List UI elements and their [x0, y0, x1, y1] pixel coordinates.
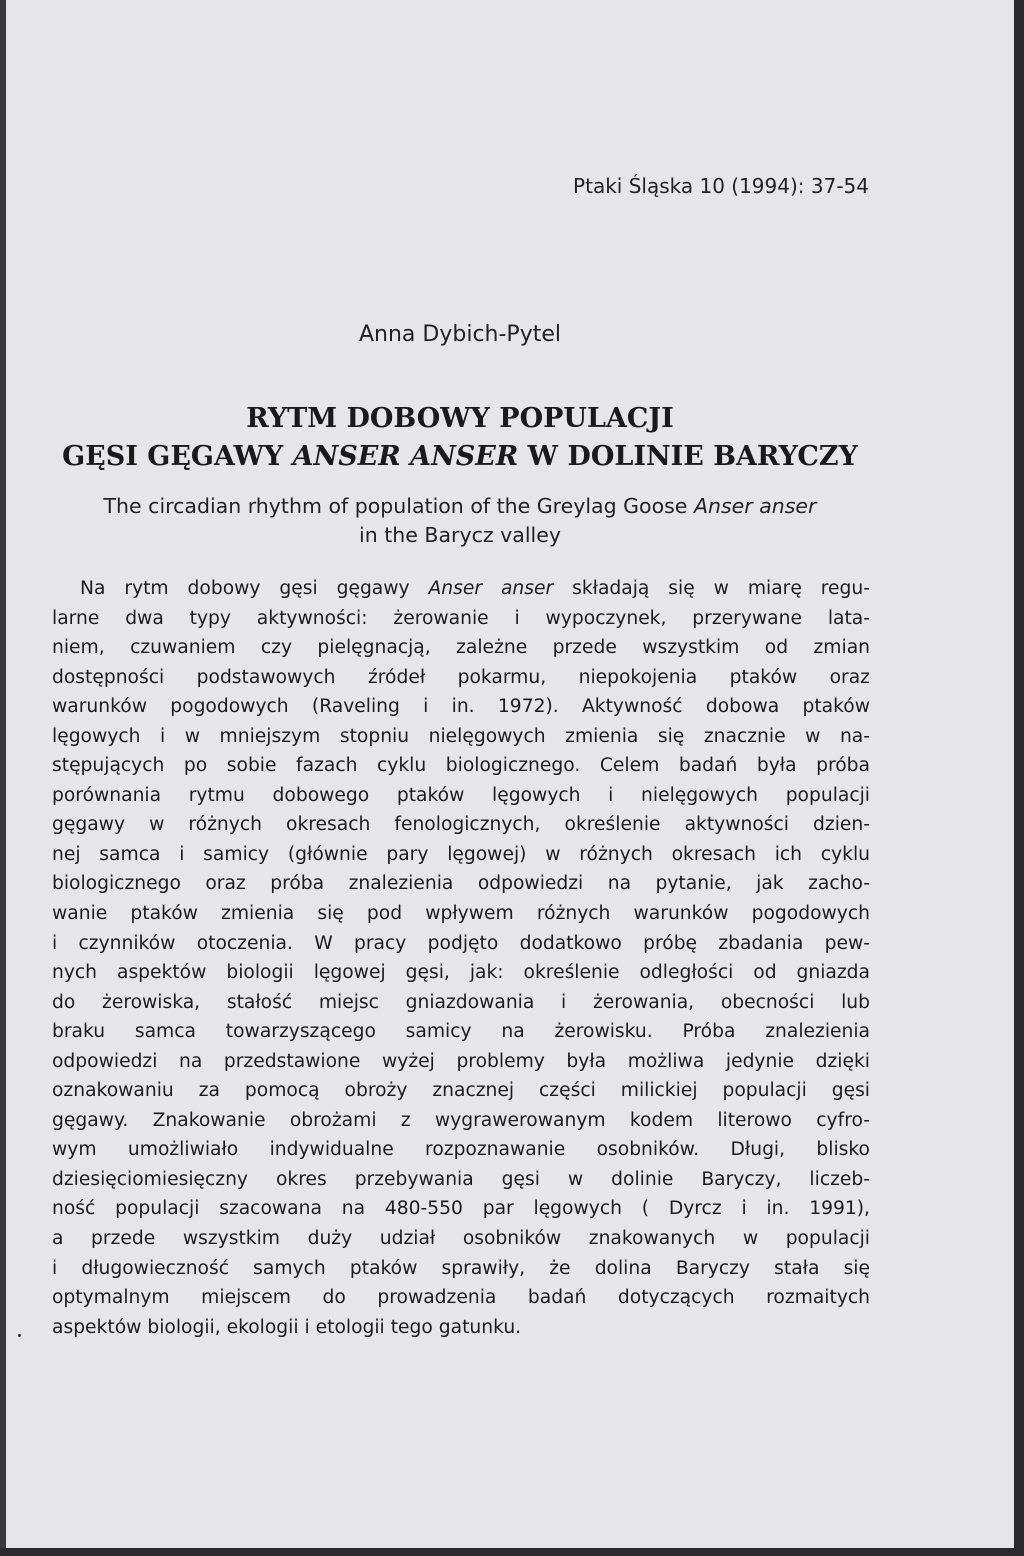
abstract-line: nej samca i samicy (głównie pary lęgowej) w różnych okresach ich cyklu [52, 843, 870, 865]
abstract-first-pre: Na rytm dobowy gęsi gęgawy [80, 578, 429, 599]
abstract-first-post: składają się w miarę regu- [553, 578, 870, 599]
abstract-line: lęgowych i w mniejszym stopniu nielęgowych zmienia się znacznie w na- [52, 725, 870, 747]
abstract-line: braku samca towarzyszącego samicy na żerowisku. Próba znalezienia [52, 1021, 870, 1043]
title-line-1: RYTM DOBOWY POPULACJI [246, 403, 674, 434]
page-edge-bottom [0, 1548, 1024, 1556]
page-edge-right [1014, 0, 1024, 1556]
journal-citation: Ptaki Śląska 10 (1994): 37-54 [573, 174, 869, 198]
abstract-line: stępujących po sobie fazach cyklu biologicznego. Celem badań była próba [52, 755, 870, 777]
margin-mark [18, 1334, 21, 1337]
abstract-line: wanie ptaków zmienia się pod wpływem różnych warunków pogodowych [52, 903, 870, 925]
abstract-line: larne dwa typy aktywności: żerowanie i wypoczynek, przerywane lata- [52, 607, 870, 629]
subtitle-species-name: Anser anser [693, 494, 817, 518]
abstract-line: gęgawy w różnych okresach fenologicznych, określenie aktywności dzien- [52, 814, 870, 836]
title-line-2-pre: GĘSI GĘGAWY [62, 441, 293, 472]
abstract-line: porównania rytmu dobowego ptaków lęgowych i nielęgowych populacji [52, 784, 870, 806]
subtitle-line-1-pre: The circadian rhythm of population of the Greylag Goose [103, 494, 694, 518]
abstract-line: ność populacji szacowana na 480-550 par lęgowych ( Dyrcz i in. 1991), [52, 1198, 870, 1220]
title-line-2 [0, 438, 920, 476]
abstract-line: dziesięciomiesięczny okres przebywania gęsi w dolinie Baryczy, liczeb- [52, 1168, 870, 1190]
abstract-line: odpowiedzi na przedstawione wyżej problemy była możliwa jedynie dzięki [52, 1050, 870, 1072]
abstract-line: do żerowiska, stałość miejsc gniazdowania i żerowania, obecności lub [52, 991, 870, 1013]
abstract-line: i długowieczność samych ptaków sprawiły, że dolina Baryczy stała się [52, 1257, 870, 1279]
abstract-line: i czynników otoczenia. W pracy podjęto dodatkowo próbę zbadania pew- [52, 932, 870, 954]
abstract-line [52, 574, 870, 604]
abstract-paragraph [52, 574, 870, 1342]
title-species-name: ANSER ANSER [292, 441, 519, 472]
abstract-line: optymalnym miejscem do prowadzenia badań dotyczących rozmaitych [52, 1287, 870, 1309]
abstract-line: biologicznego oraz próba znalezienia odpowiedzi na pytanie, jak zacho- [52, 873, 870, 895]
abstract-line: nych aspektów biologii lęgowej gęsi, jak: określenie odległości od gniazda [52, 962, 870, 984]
paper-title [0, 400, 920, 476]
abstract-line: gęgawy. Znakowanie obrożami z wygrawerowanym kodem literowo cyfro- [52, 1109, 870, 1131]
abstract-species-name: Anser anser [428, 578, 554, 599]
english-subtitle [0, 492, 920, 550]
abstract-line: niem, czuwaniem czy pielęgnacją, zależne przede wszystkim od zmian [52, 637, 870, 659]
abstract-line: aspektów biologii, ekologii i etologii tego gatunku. [52, 1316, 522, 1338]
subtitle-line-2: in the Barycz valley [359, 523, 561, 547]
page-edge-left [0, 0, 6, 1556]
title-line-2-post: W DOLINIE BARYCZY [518, 441, 858, 472]
abstract-line: dostępności podstawowych źródeł pokarmu, niepokojenia ptaków oraz [52, 666, 870, 688]
abstract-line: wym umożliwiało indywidualne rozpoznawanie osobników. Długi, blisko [52, 1139, 870, 1161]
abstract-line: warunków pogodowych (Raveling i in. 1972). Aktywność dobowa ptaków [52, 696, 870, 718]
subtitle-line-1 [0, 492, 920, 521]
abstract-line: oznakowaniu za pomocą obroży znacznej części milickiej populacji gęsi [52, 1080, 870, 1102]
author-name: Anna Dybich-Pytel [359, 322, 561, 347]
abstract-line: a przede wszystkim duży udział osobników znakowanych w populacji [52, 1228, 870, 1250]
